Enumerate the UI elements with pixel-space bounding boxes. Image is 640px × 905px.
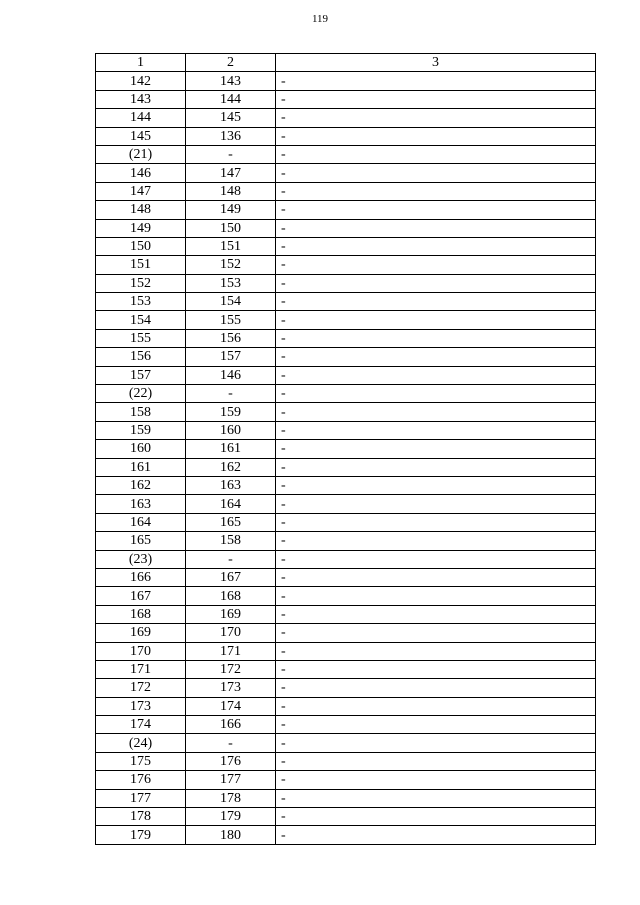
table-cell-col1: 175 <box>96 752 186 770</box>
table-cell-col3: - <box>276 274 596 292</box>
table-cell-col1: 168 <box>96 605 186 623</box>
table-cell-col1: 159 <box>96 421 186 439</box>
table-row <box>96 568 596 586</box>
table-row <box>96 237 596 255</box>
table-row <box>96 624 596 642</box>
table-cell-col3: - <box>276 587 596 605</box>
table-cell-col2: - <box>186 385 276 403</box>
table-cell-col2: 174 <box>186 697 276 715</box>
table-cell-col2: 145 <box>186 109 276 127</box>
table-cell-col2: 157 <box>186 348 276 366</box>
table-cell-col2: 155 <box>186 311 276 329</box>
table-row <box>96 348 596 366</box>
table-cell-col1: 154 <box>96 311 186 329</box>
table-cell-col1: 171 <box>96 660 186 678</box>
table-cell-col1: (23) <box>96 550 186 568</box>
table-cell-col2: 171 <box>186 642 276 660</box>
table-cell-col3: - <box>276 476 596 494</box>
table-row <box>96 90 596 108</box>
table-row <box>96 421 596 439</box>
table-cell-col2: 177 <box>186 771 276 789</box>
table-cell-col3: - <box>276 403 596 421</box>
table-cell-col1: 147 <box>96 182 186 200</box>
table-row <box>96 752 596 770</box>
table-cell-col2: 150 <box>186 219 276 237</box>
table-row <box>96 293 596 311</box>
table-cell-col2: - <box>186 734 276 752</box>
table-row <box>96 385 596 403</box>
table-cell-col1: (22) <box>96 385 186 403</box>
table-cell-col2: 163 <box>186 476 276 494</box>
table-cell-col1: 169 <box>96 624 186 642</box>
table-cell-col3: - <box>276 826 596 844</box>
table-row <box>96 164 596 182</box>
table-row <box>96 182 596 200</box>
table-cell-col1: 143 <box>96 90 186 108</box>
table-cell-col1: (24) <box>96 734 186 752</box>
table-row <box>96 789 596 807</box>
table-cell-col1: 178 <box>96 808 186 826</box>
table-cell-col1: 144 <box>96 109 186 127</box>
column-header-2: 2 <box>186 54 276 72</box>
table-row <box>96 476 596 494</box>
table-cell-col3: - <box>276 789 596 807</box>
table-cell-col3: - <box>276 90 596 108</box>
table-cell-col1: 156 <box>96 348 186 366</box>
table-row <box>96 201 596 219</box>
table-cell-col3: - <box>276 550 596 568</box>
table-row <box>96 679 596 697</box>
table-cell-col2: 149 <box>186 201 276 219</box>
table-cell-col1: 152 <box>96 274 186 292</box>
table-row <box>96 329 596 347</box>
table-cell-col3: - <box>276 532 596 550</box>
table-cell-col2: 168 <box>186 587 276 605</box>
table-cell-col2: 160 <box>186 421 276 439</box>
column-header-1: 1 <box>96 54 186 72</box>
table-cell-col1: 153 <box>96 293 186 311</box>
table-cell-col3: - <box>276 440 596 458</box>
table-row <box>96 642 596 660</box>
table-cell-col1: 164 <box>96 513 186 531</box>
table-row <box>96 219 596 237</box>
table-cell-col1: 158 <box>96 403 186 421</box>
table-cell-col3: - <box>276 145 596 163</box>
page-number: 119 <box>311 13 329 25</box>
table-cell-col2: 167 <box>186 568 276 586</box>
table-cell-col1: 172 <box>96 679 186 697</box>
table-cell-col2: 136 <box>186 127 276 145</box>
table-cell-col3: - <box>276 716 596 734</box>
table-cell-col2: 176 <box>186 752 276 770</box>
table-cell-col1: 148 <box>96 201 186 219</box>
table-cell-col3: - <box>276 366 596 384</box>
table-cell-col2: 153 <box>186 274 276 292</box>
table-cell-col2: 172 <box>186 660 276 678</box>
header-row <box>96 54 596 72</box>
table-cell-col2: 178 <box>186 789 276 807</box>
table-cell-col2: 179 <box>186 808 276 826</box>
table-cell-col3: - <box>276 624 596 642</box>
table-cell-col2: 166 <box>186 716 276 734</box>
table-row <box>96 256 596 274</box>
table-row <box>96 127 596 145</box>
table-cell-col3: - <box>276 642 596 660</box>
table-cell-col1: 161 <box>96 458 186 476</box>
table-cell-col3: - <box>276 219 596 237</box>
table-cell-col3: - <box>276 182 596 200</box>
table-body <box>96 72 596 844</box>
table-cell-col3: - <box>276 771 596 789</box>
table-cell-col3: - <box>276 237 596 255</box>
table-cell-col1: 155 <box>96 329 186 347</box>
table-cell-col1: 166 <box>96 568 186 586</box>
table-cell-col2: 180 <box>186 826 276 844</box>
table-cell-col1: 149 <box>96 219 186 237</box>
table-cell-col3: - <box>276 385 596 403</box>
table-row <box>96 532 596 550</box>
table-cell-col2: 148 <box>186 182 276 200</box>
table-cell-col2: 146 <box>186 366 276 384</box>
table-cell-col3: - <box>276 348 596 366</box>
table-cell-col1: 157 <box>96 366 186 384</box>
table-row <box>96 587 596 605</box>
table-row <box>96 440 596 458</box>
table-cell-col3: - <box>276 421 596 439</box>
table-cell-col3: - <box>276 605 596 623</box>
column-header-3: 3 <box>276 54 596 72</box>
table-cell-col1: 151 <box>96 256 186 274</box>
table-cell-col1: 145 <box>96 127 186 145</box>
table-cell-col3: - <box>276 513 596 531</box>
table-row <box>96 697 596 715</box>
table-row <box>96 458 596 476</box>
table-cell-col3: - <box>276 256 596 274</box>
table-cell-col2: 159 <box>186 403 276 421</box>
table-cell-col3: - <box>276 495 596 513</box>
table-cell-col3: - <box>276 127 596 145</box>
table-cell-col3: - <box>276 734 596 752</box>
table-row <box>96 605 596 623</box>
table-row <box>96 550 596 568</box>
table-cell-col2: 147 <box>186 164 276 182</box>
table-row <box>96 716 596 734</box>
table-cell-col2: 162 <box>186 458 276 476</box>
table-row <box>96 495 596 513</box>
table-row <box>96 145 596 163</box>
table-cell-col1: 160 <box>96 440 186 458</box>
table-row <box>96 826 596 844</box>
table-cell-col2: - <box>186 550 276 568</box>
table-cell-col1: 162 <box>96 476 186 494</box>
table-cell-col2: 152 <box>186 256 276 274</box>
table-cell-col1: 170 <box>96 642 186 660</box>
table-cell-col3: - <box>276 660 596 678</box>
table-cell-col2: 154 <box>186 293 276 311</box>
table-cell-col1: 173 <box>96 697 186 715</box>
table-cell-col1: 176 <box>96 771 186 789</box>
table-row <box>96 311 596 329</box>
table-row <box>96 109 596 127</box>
table-row <box>96 72 596 90</box>
table-cell-col2: 173 <box>186 679 276 697</box>
table-cell-col1: 142 <box>96 72 186 90</box>
table-cell-col2: 164 <box>186 495 276 513</box>
table-cell-col1: 167 <box>96 587 186 605</box>
table-row <box>96 513 596 531</box>
table-cell-col1: 150 <box>96 237 186 255</box>
table-cell-col3: - <box>276 697 596 715</box>
table-cell-col3: - <box>276 164 596 182</box>
table-cell-col1: 177 <box>96 789 186 807</box>
table-cell-col1: 179 <box>96 826 186 844</box>
table-cell-col2: 151 <box>186 237 276 255</box>
table-cell-col3: - <box>276 679 596 697</box>
table-row <box>96 808 596 826</box>
table-cell-col1: 163 <box>96 495 186 513</box>
table-cell-col3: - <box>276 72 596 90</box>
table-cell-col1: 165 <box>96 532 186 550</box>
table-cell-col1: 146 <box>96 164 186 182</box>
table-cell-col2: 161 <box>186 440 276 458</box>
table-cell-col2: 143 <box>186 72 276 90</box>
table-cell-col3: - <box>276 752 596 770</box>
table-row <box>96 660 596 678</box>
table-row <box>96 274 596 292</box>
table-cell-col3: - <box>276 568 596 586</box>
table-cell-col2: 169 <box>186 605 276 623</box>
table-cell-col2: - <box>186 145 276 163</box>
table-cell-col3: - <box>276 311 596 329</box>
table-cell-col3: - <box>276 808 596 826</box>
table-cell-col3: - <box>276 458 596 476</box>
table-row <box>96 366 596 384</box>
table-cell-col1: (21) <box>96 145 186 163</box>
table-cell-col2: 156 <box>186 329 276 347</box>
table-row <box>96 734 596 752</box>
table-cell-col3: - <box>276 293 596 311</box>
table-cell-col3: - <box>276 201 596 219</box>
table-cell-col2: 170 <box>186 624 276 642</box>
table-cell-col2: 144 <box>186 90 276 108</box>
table-cell-col1: 174 <box>96 716 186 734</box>
table-cell-col3: - <box>276 109 596 127</box>
table-cell-col3: - <box>276 329 596 347</box>
table-cell-col2: 158 <box>186 532 276 550</box>
table-cell-col2: 165 <box>186 513 276 531</box>
data-table <box>95 53 596 845</box>
table-row <box>96 403 596 421</box>
table-row <box>96 771 596 789</box>
